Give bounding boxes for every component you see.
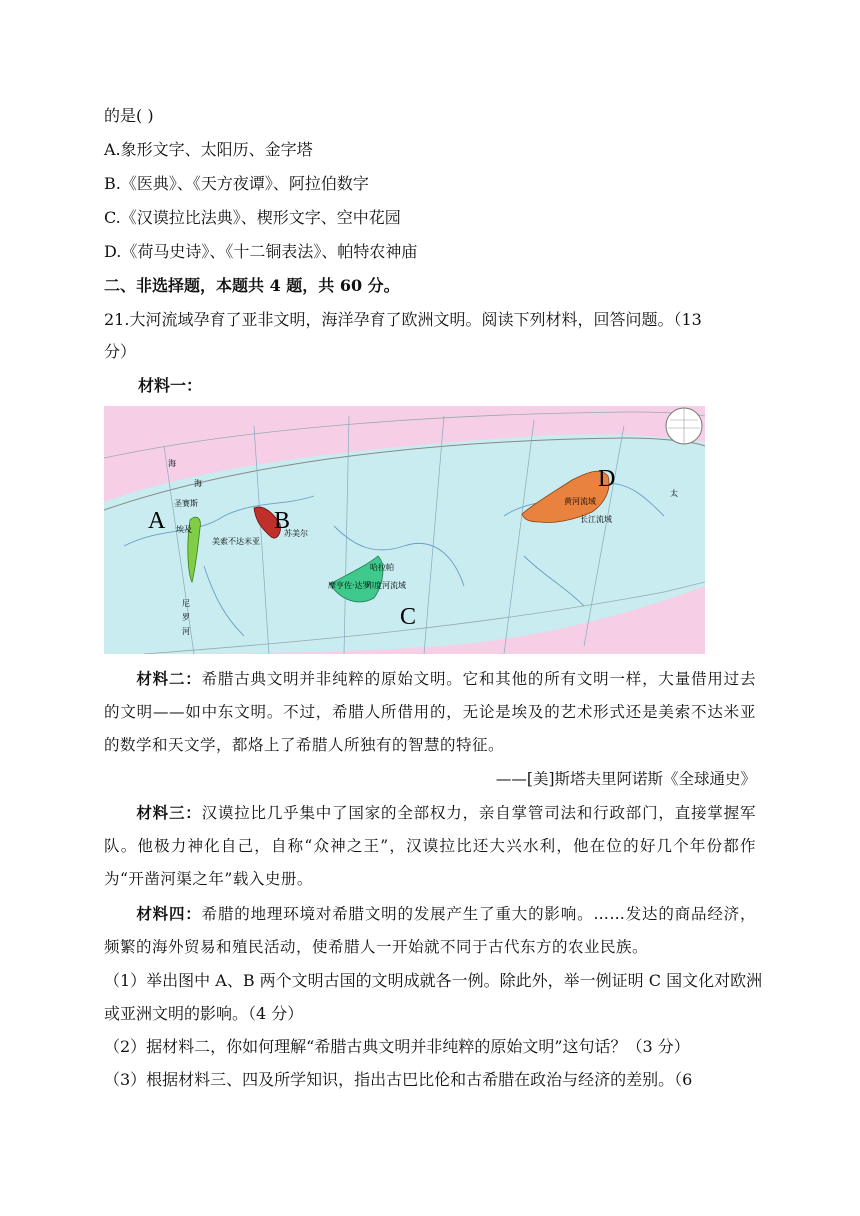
label-nile-3: 河 — [182, 627, 190, 636]
label-nile-1: 尼 — [182, 599, 190, 608]
option-d: D.《荷马史诗》、《十二铜表法》、帕特农神庙 — [104, 242, 418, 261]
label-hala: 哈拉帕 — [370, 563, 394, 572]
q21-stem-line2: 分） — [104, 342, 137, 361]
label-sheng-ai: 圣赛斯 — [174, 499, 198, 508]
label-aiji: 埃及 — [176, 525, 192, 534]
sub-question-1: （1）举出图中 A、B 两个文明古国的文明成就各一例。除此外，举一例证明 C 国文化对欧洲或亚洲文明的影响。（4 分） — [104, 971, 763, 1023]
label-yindu: 印度河流域 — [366, 581, 406, 590]
map-letter-b: B — [274, 508, 291, 534]
label-sea-2: 海 — [194, 479, 202, 488]
label-sumer: 苏美尔 — [284, 529, 308, 538]
material-2-citation: ——[美]斯塔夫里阿诺斯《全球通史》 — [495, 770, 756, 788]
sub-question-3: （3）根据材料三、四及所学知识，指出古巴比伦和古希腊在政治与经济的差别。（6 — [104, 1070, 693, 1089]
question-stem-end: 的是( ) — [104, 106, 154, 125]
sub-question-2: （2）据材料二，你如何理解“希腊古典文明并非纯粹的原始文明”这句话？（3 分） — [104, 1037, 690, 1056]
map-letter-a: A — [148, 508, 166, 534]
map-letter-c: C — [400, 604, 417, 630]
ancient-civilizations-map — [104, 406, 705, 654]
label-sea-1: 海 — [168, 459, 176, 468]
label-changjiang: 长江流域 — [580, 515, 612, 524]
section-heading: 二、非选择题，本题共 4 题，共 60 分。 — [104, 276, 400, 295]
label-mohen: 摩亨佐·达罗 — [328, 581, 371, 590]
map-letter-d: D — [598, 466, 616, 492]
label-meisuo: 美索不达米亚 — [212, 537, 260, 546]
material-3-text: 汉谟拉比几乎集中了国家的全部权力，亲自掌管司法和行政部门，直接掌握军队。他极力神化自己，自称“众神之王”，汉谟拉比还大兴水利，他在位的好几个年份都作为“开凿河渠之年”载入史册。 — [104, 804, 756, 888]
label-nile-2: 罗 — [182, 613, 190, 622]
option-a: A.象形文字、太阳历、金字塔 — [104, 140, 313, 159]
material-4 — [104, 897, 756, 964]
material-2 — [104, 662, 756, 762]
material-4-label: 材料四： — [136, 904, 202, 923]
option-b: B.《医典》、《天方夜谭》、阿拉伯数字 — [104, 174, 369, 193]
material-1-label: 材料一： — [138, 376, 203, 395]
label-huanghe: 黄河流域 — [564, 497, 596, 506]
q21-stem-line1: 21.大河流域孕育了亚非文明，海洋孕育了欧洲文明。阅读下列材料，回答问题。（13 — [104, 310, 702, 329]
material-3-label: 材料三： — [136, 803, 202, 822]
option-c: C.《汉谟拉比法典》、楔形文字、空中花园 — [104, 208, 401, 227]
label-tai: 太 — [670, 489, 678, 498]
material-2-text: 希腊古典文明并非纯粹的原始文明。它和其他的所有文明一样，大量借用过去的文明——如中东文明。不过，希腊人所借用的，无论是埃及的艺术形式还是美索不达米亚的数学和天文学，都烙上了希腊人所独有的智慧的特征。 — [104, 670, 756, 754]
material-2-label: 材料二： — [136, 669, 202, 688]
material-4-text: 希腊的地理环境对希腊文明的发展产生了重大的影响。……发达的商品经济，频繁的海外贸易和殖民活动，使希腊人一开始就不同于古代东方的农业民族。 — [104, 905, 756, 956]
material-3 — [104, 796, 756, 896]
